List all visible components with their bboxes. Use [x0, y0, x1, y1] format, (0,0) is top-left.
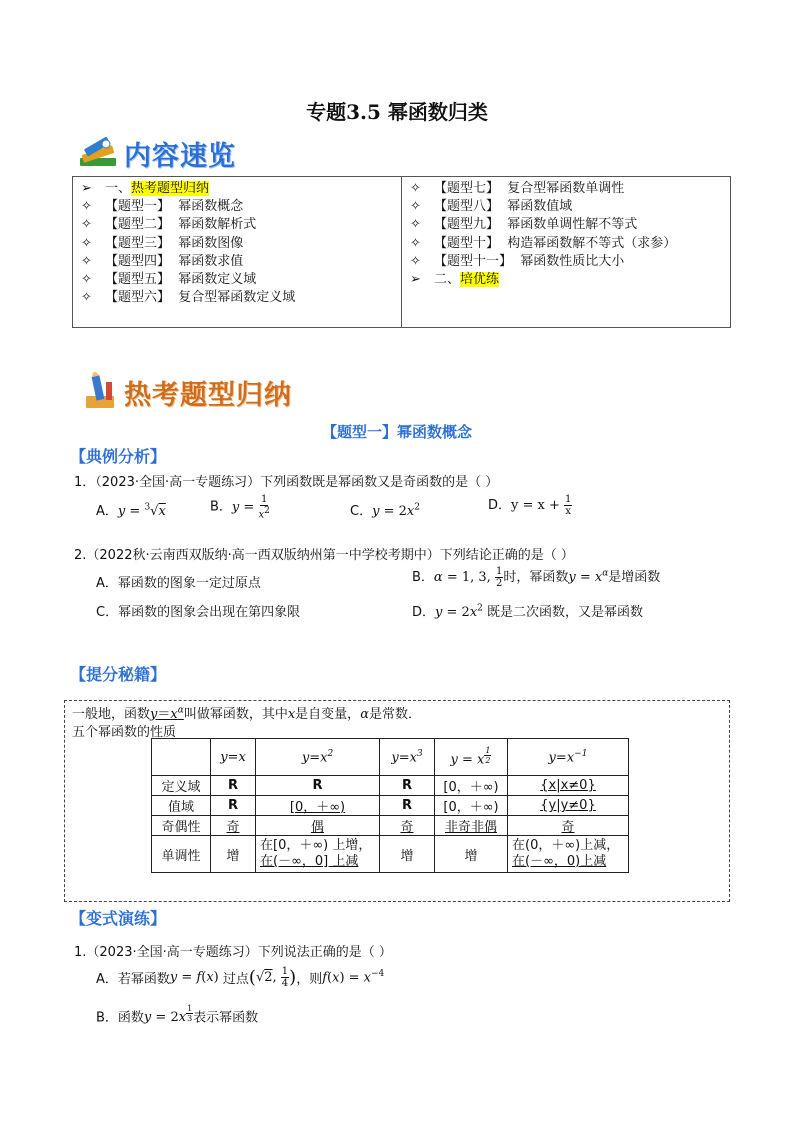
q1-option-c[interactable]: C．$y = 2x^2$ — [350, 502, 420, 519]
tips-line-1: 一般地，函数$y=x^\alpha$叫做幂函数，其中x是自变量，α是常数． — [72, 705, 421, 722]
q1-option-d[interactable]: D．y = x + $\frac{1}{x}$ — [488, 494, 572, 517]
table-cell: 值域 — [152, 796, 211, 816]
table-cell: 定义域 — [152, 776, 211, 796]
table-header: $y=x^2$ — [256, 739, 380, 776]
overview-item[interactable]: ✧ 【题型五】 幂函数定义域 — [81, 272, 257, 288]
table-cell: R — [380, 796, 435, 816]
overview-item[interactable]: ➢ 二、培优练 — [410, 272, 500, 288]
table-cell: R — [380, 776, 435, 796]
table-cell: 单调性 — [152, 836, 211, 873]
overview-item[interactable]: ➢ 一、热考题型归纳 — [81, 181, 210, 196]
practice-heading: 【变式演练】 — [70, 909, 167, 928]
table-cell: 在(0，＋∞)上减， 在(－∞，0)上减 — [508, 836, 629, 873]
overview-item[interactable]: ✧ 【题型三】 幂函数图像 — [81, 235, 244, 251]
overview-heading — [76, 134, 236, 173]
q1-option-b[interactable]: B．y = $\frac{1}{x^2}$ — [210, 494, 270, 521]
table-row — [152, 816, 629, 836]
overview-item[interactable]: ✧ 【题型十】 构造幂函数解不等式（求参） — [410, 235, 677, 251]
table-cell: [0，＋∞) — [435, 796, 508, 816]
pencil-books-icon — [80, 372, 120, 412]
overview-item[interactable]: ✧ 【题型一】 幂函数概念 — [81, 199, 244, 215]
question-1-stem: 1．（2023·全国·高一专题练习）下列函数既是幂函数又是奇函数的是（ ） — [74, 475, 499, 490]
table-header: y = x $^{\frac{1}{2}}$ — [435, 739, 508, 776]
power-function-table — [151, 738, 629, 873]
question-type-title: 【题型一】幂函数概念 — [321, 423, 472, 441]
overview-item[interactable]: ✧ 【题型四】 幂函数求值 — [81, 253, 244, 269]
table-row — [152, 796, 629, 816]
section-heading-text: 热考题型归纳 — [124, 379, 292, 411]
q2-option-a[interactable]: A．幂函数的图象一定过原点 — [96, 576, 261, 591]
table-cell: 奇 — [508, 816, 629, 836]
q2-option-b[interactable]: B．α = 1, 3, $\frac{1}{2}$ 时，幂函数$y = x^\alpha$是增函数 — [412, 566, 661, 589]
overview-item[interactable]: ✧ 【题型十一】 幂函数性质比大小 — [410, 253, 625, 269]
table-cell: 奇 — [380, 816, 435, 836]
overview-box — [72, 176, 731, 328]
page-title: 专题3.5 幂函数归类 — [306, 100, 488, 124]
question-2-stem: 2.（2022秋·云南西双版纳·高一西双版纳州第一中学校考期中）下列结论正确的是（ ） — [74, 548, 574, 563]
overview-left-column — [73, 177, 402, 327]
table-cell: R — [211, 776, 256, 796]
table-cell: R — [211, 796, 256, 816]
table-header: $y=x^{-1}$ — [508, 739, 629, 776]
overview-item[interactable]: ✧ 【题型六】 复合型幂函数定义域 — [81, 290, 296, 306]
p1-option-a[interactable]: A．若幂函数 y = f(x) 过点 ( √2, $\frac{1}{4}$ ) ，则 $f(x) = x^{-4}$ — [96, 966, 385, 989]
table-cell: 非奇非偶 — [435, 816, 508, 836]
section-heading — [80, 372, 292, 412]
table-header-row — [152, 739, 629, 776]
table-cell: 增 — [211, 836, 256, 873]
overview-item[interactable]: ✧ 【题型七】 复合型幂函数单调性 — [410, 181, 625, 196]
table-cell: 奇偶性 — [152, 816, 211, 836]
table-cell: {y|y≠0} — [508, 796, 629, 816]
table-cell: [0，＋∞) — [435, 776, 508, 796]
table-corner — [152, 739, 211, 776]
table-header: $y=x^3$ — [380, 739, 435, 776]
table-cell: R — [256, 776, 380, 796]
table-cell: [0，＋∞) — [256, 796, 380, 816]
p1-option-b[interactable]: B．函数y = 2x $^{\frac{1}{3}}$ 表示幂函数 — [96, 1004, 259, 1026]
overview-right-column — [402, 177, 684, 327]
table-cell: 在[0，＋∞) 上增， 在(－∞，0] 上减 — [256, 836, 380, 873]
q2-option-c[interactable]: C．幂函数的图象会出现在第四象限 — [96, 605, 301, 620]
overview-item[interactable]: ✧ 【题型九】 幂函数单调性解不等式 — [410, 217, 638, 233]
table-row — [152, 776, 629, 796]
practice-1-stem: 1.（2023·全国·高一专题练习）下列说法正确的是（ ） — [74, 945, 392, 960]
table-cell: {x|x≠0} — [508, 776, 629, 796]
table-row — [152, 836, 629, 873]
table-header: y=x — [211, 739, 256, 776]
tips-heading: 【提分秘籍】 — [70, 665, 167, 684]
q1-option-a[interactable]: A．y = $^3$√x — [96, 502, 166, 519]
table-cell: 奇 — [211, 816, 256, 836]
example-heading: 【典例分析】 — [70, 447, 167, 466]
overview-item[interactable]: ✧ 【题型二】 幂函数解析式 — [81, 217, 257, 233]
table-cell: 偶 — [256, 816, 380, 836]
table-cell: 增 — [435, 836, 508, 873]
overview-item[interactable]: ✧ 【题型八】 幂函数值域 — [410, 199, 573, 215]
books-icon — [76, 136, 120, 172]
table-cell: 增 — [380, 836, 435, 873]
q2-option-d[interactable]: D．$y = 2x^2$ 既是二次函数，又是幂函数 — [412, 603, 644, 620]
tips-line-2: 五个幂函数的性质 — [72, 725, 177, 740]
overview-heading-text: 内容速览 — [124, 141, 236, 172]
